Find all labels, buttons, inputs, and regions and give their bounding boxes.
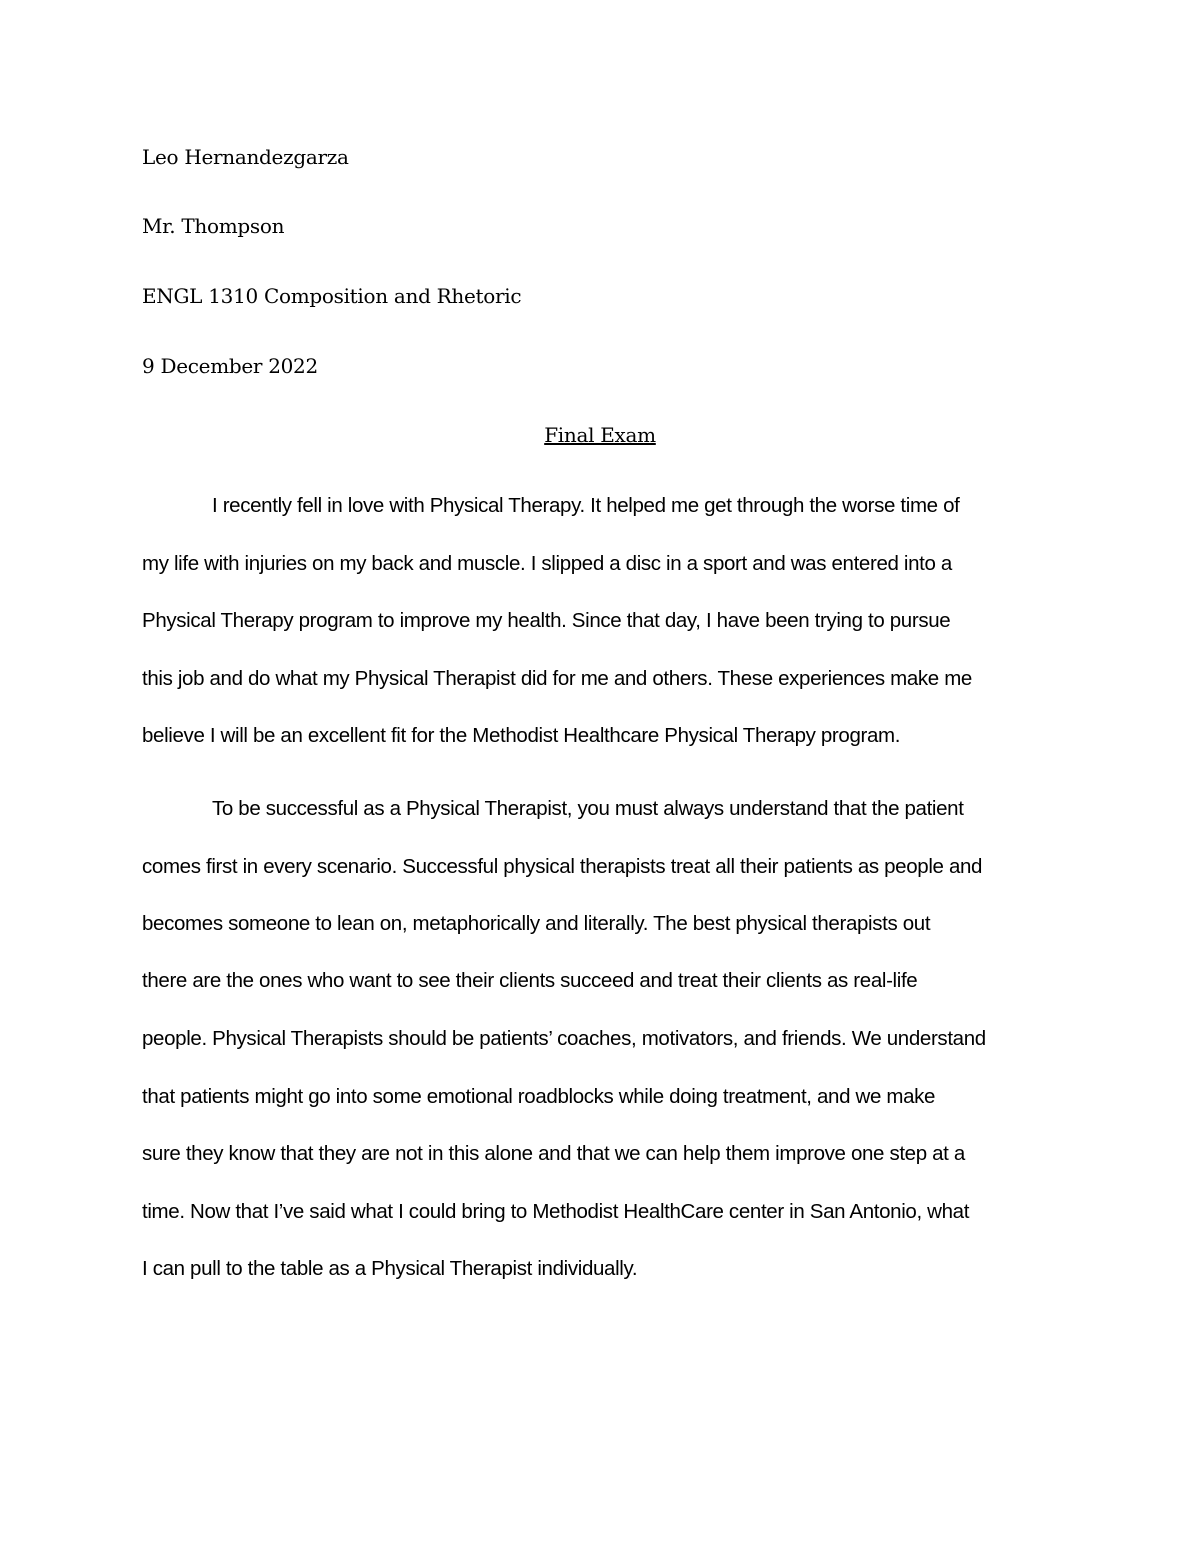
paragraph-line: my life with injuries on my back and muscle. I slipped a disc in a sport and was entered into a (142, 552, 952, 575)
paragraph-line: becomes someone to lean on, metaphorically and literally. The best physical therapists out (142, 912, 931, 935)
paragraph-line: sure they know that they are not in this alone and that we can help them improve one step at a (142, 1142, 965, 1165)
paragraph-line: To be successful as a Physical Therapist, you must always understand that the patient (212, 797, 964, 820)
paragraph-line: that patients might go into some emotional roadblocks while doing treatment, and we make (142, 1085, 936, 1108)
paragraph-line: believe I will be an excellent fit for the Methodist Healthcare Physical Therapy program. (142, 724, 901, 747)
paragraph-line: comes first in every scenario. Successful physical therapists treat all their patients as people and (142, 855, 983, 878)
paragraph-line: this job and do what my Physical Therapist did for me and others. These experiences make me (142, 667, 972, 690)
document-title: Final Exam (544, 423, 656, 447)
date-line: 9 December 2022 (142, 354, 318, 378)
instructor-name: Mr. Thompson (142, 214, 285, 238)
student-name: Leo Hernandezgarza (142, 145, 349, 169)
paragraph-line: there are the ones who want to see their clients succeed and treat their clients as real-life (142, 969, 918, 992)
paragraph-line: I recently fell in love with Physical Therapy. It helped me get through the worse time of (212, 494, 960, 517)
paragraph-line: people. Physical Therapists should be patients’ coaches, motivators, and friends. We understand (142, 1027, 986, 1050)
paragraph-line: time. Now that I’ve said what I could bring to Methodist HealthCare center in San Antonio, what (142, 1200, 970, 1223)
course-title: ENGL 1310 Composition and Rhetoric (142, 284, 522, 308)
paragraph-line: I can pull to the table as a Physical Therapist individually. (142, 1257, 638, 1280)
paragraph-line: Physical Therapy program to improve my health. Since that day, I have been trying to pursue (142, 609, 951, 632)
